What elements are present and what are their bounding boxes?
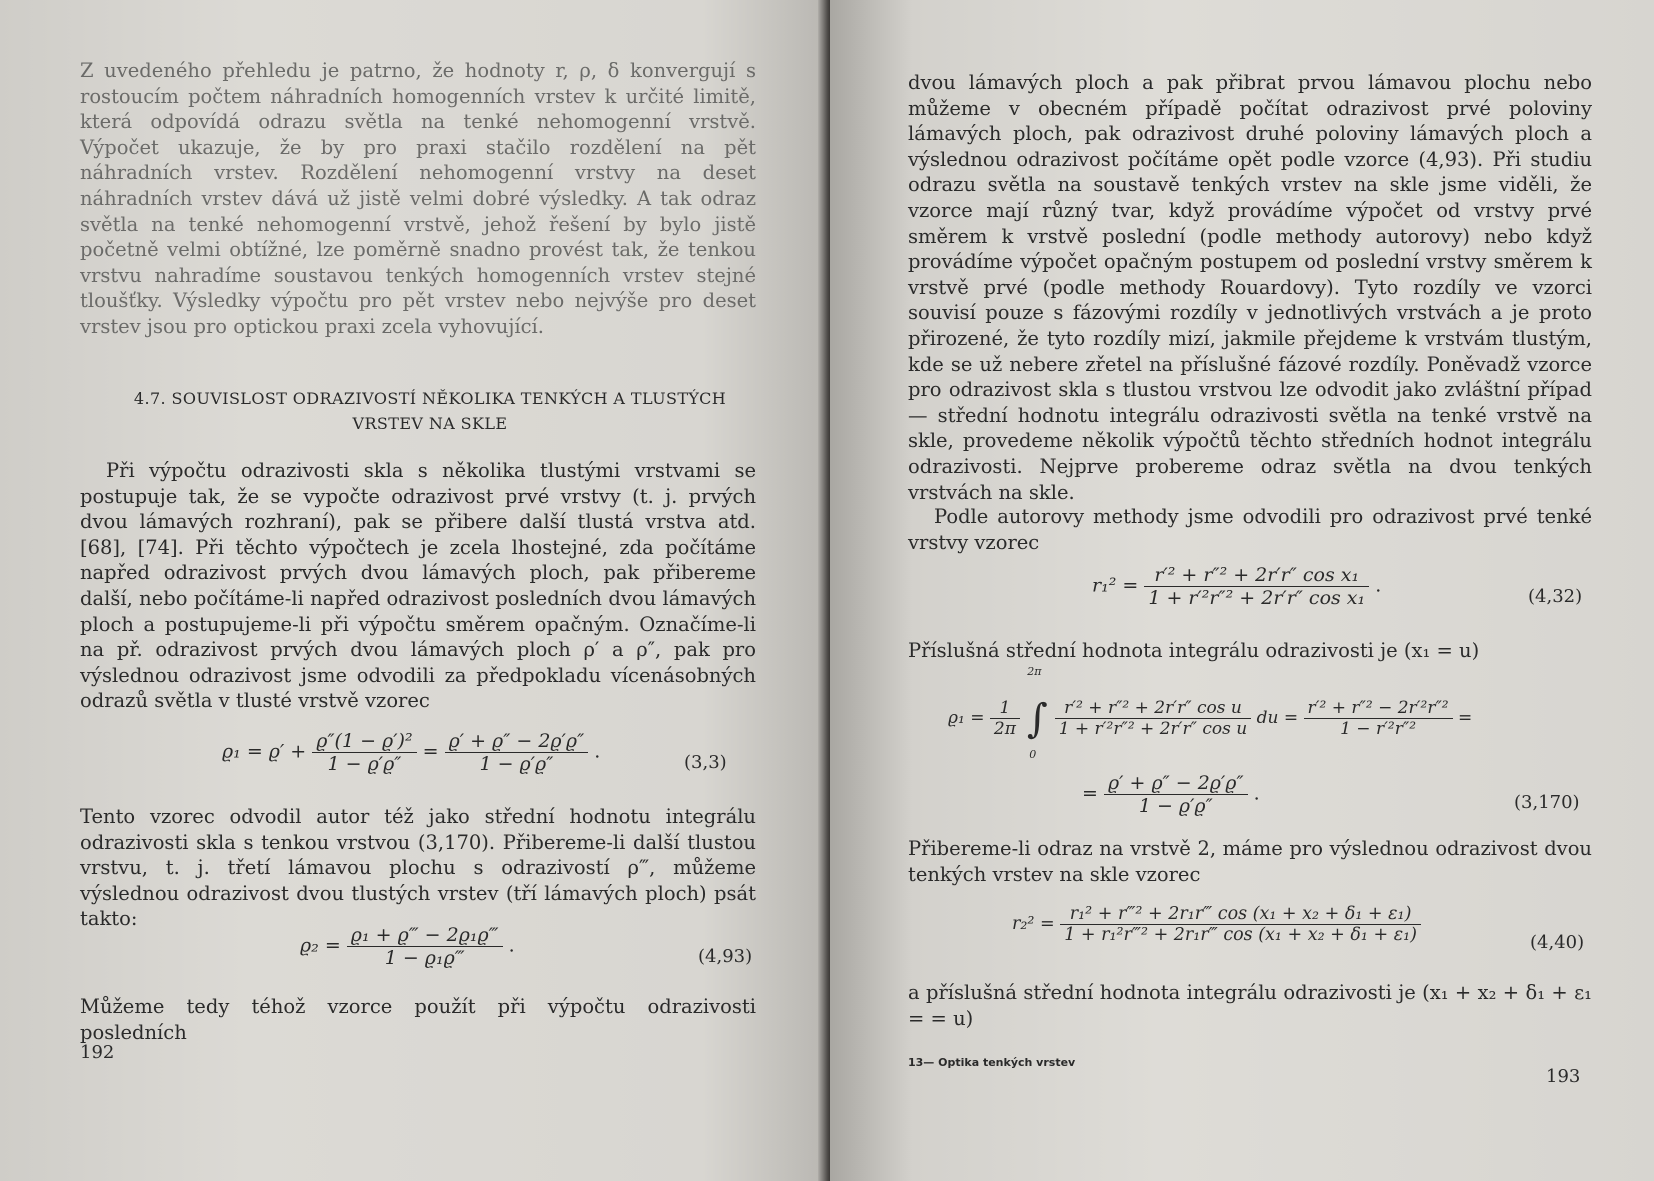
right-paragraph-3 — [908, 638, 1592, 664]
equation-4-40 — [1012, 904, 1421, 945]
left-intro-text: Z uvedeného přehledu je patrno, že hodnoty r, ρ, δ konvergují s rostoucím počtem náhradních homogenních vrstev k určité limitě, která odpovídá odrazu světla na tenké nehomogenní vrstvě. Výpočet ukazuje, že by pro praxi stačilo rozdělení na pět náhradních vrstev. Rozdělení nehomogenní vrstvy na deset náhradních vrstev dává už jistě velmi dobré výsledky. A tak odraz světla na tenké nehomogenní vrstvě, jehož řešení by bylo jistě početně velmi obtížné, lze poměrně snadno provést tak, že tenkou vrstvu nahradíme soustavou tenkých homogenních vrstev stejné tloušťky. Výsledky výpočtu pro pět vrstev nebo nejvýše pro deset vrstev jsou pro optickou praxi zcela vyhovující. — [80, 59, 756, 338]
right-para4-text: Přibereme-li odraz na vrstvě 2, máme pro výslednou odrazivost dvou tenkých vrstev na skle vzorec — [908, 837, 1592, 886]
eq-4-40-lhs: r₂² = — [1012, 914, 1055, 934]
eq-3-3-equals: = — [422, 740, 439, 763]
eq-3-170-constant-fraction — [990, 698, 1020, 739]
eq-3-170-result — [1304, 698, 1453, 739]
eq-4-40-number: (4,40) — [1530, 932, 1585, 953]
equation-3-170-line1 — [948, 664, 1473, 761]
running-footer: 13— Optika tenkých vrstev — [908, 1056, 1076, 1069]
eq-4-93-denominator: 1 − ϱ₁ϱ‴ — [384, 947, 465, 969]
left-paragraph-1 — [80, 458, 756, 714]
left-para2-text: Tento vzorec odvodil autor též jako střední hodnotu integrálu odrazivosti skla s tenkou vrstvou (3,170). Přibereme-li další tlustou vrstvu, t. j. třetí lámavou plochu s odrazivostí ρ‴, můžeme výslednou odrazivost dvou tlustých vrstev (tří lámavých ploch) psát takto: — [80, 805, 756, 931]
eq-3-170-result-numerator: r′² + r″² − 2r′²r″² — [1304, 698, 1453, 719]
left-page — [0, 0, 826, 1181]
eq-3-3-lhs: ϱ₁ = ϱ′ + — [222, 740, 307, 763]
section-heading-line1: 4.7. SOUVISLOST ODRAZIVOSTÍ NĚKOLIKA TENKÝCH A TLUSTÝCH — [133, 389, 727, 408]
right-paragraph-5 — [908, 980, 1592, 1031]
right-paragraph-1 — [908, 70, 1592, 505]
eq-3-3-fraction-2 — [445, 730, 589, 775]
eq-3-3-fraction-1 — [312, 730, 416, 775]
eq-3-170-lhs: ϱ₁ = — [948, 708, 985, 728]
eq-3-170-constant-numerator: 1 — [990, 698, 1020, 719]
section-heading-line2: VRSTEV NA SKLE — [352, 414, 508, 433]
eq-4-40-denominator: 1 + r₁²r‴² + 2r₁r‴ cos (x₁ + x₂ + δ₁ + ε₁) — [1064, 925, 1417, 945]
equation-4-32: r₁² = $\frac{\text{r′² + r″² + 2r′r″ cos x₁}}{\text{1 + r′²r″² + 2r′r″ cos x₁}}$ . — [1092, 564, 1382, 609]
right-paragraph-4 — [908, 836, 1592, 887]
eq-3-170-integrand-numerator: r′² + r″² + 2r′r″ cos u — [1055, 698, 1252, 719]
eq-4-32-fraction — [1144, 564, 1369, 609]
right-page-number: 193 — [1546, 1066, 1581, 1087]
eq-3-3-frac2-denominator: 1 − ϱ′ϱ″ — [479, 753, 554, 775]
eq-3-170-du: du = — [1256, 708, 1299, 728]
eq-4-32-numerator: r′² + r″² + 2r′r″ cos x₁ — [1144, 564, 1369, 587]
eq-4-32-lhs: r₁² = — [1092, 574, 1139, 597]
eq-3-170-tail-equals: = — [1458, 708, 1473, 728]
left-paragraph-2 — [80, 804, 756, 932]
eq-3-170-number: (3,170) — [1514, 792, 1580, 813]
left-page-number: 192 — [80, 1042, 115, 1063]
eq-3-3-number: (3,3) — [684, 752, 727, 773]
integral-sign: 2π ∫ 0 — [1026, 664, 1048, 761]
left-para3-text: Můžeme tedy téhož vzorce použít při výpočtu odrazivosti posledních — [80, 995, 756, 1044]
eq-3-3-frac1-numerator: ϱ″(1 − ϱ′)² — [312, 730, 416, 753]
eq-4-40-numerator: r₁² + r‴² + 2r₁r‴ cos (x₁ + x₂ + δ₁ + ε₁) — [1060, 904, 1421, 925]
left-paragraph-3 — [80, 994, 756, 1045]
eq-3-170-constant-denominator: 2π — [993, 719, 1016, 739]
eq-4-93-numerator: ϱ₁ + ϱ‴ − 2ϱ₁ϱ‴ — [347, 924, 503, 947]
section-heading — [120, 386, 740, 436]
eq-4-32-denominator: 1 + r′²r″² + 2r′r″ cos x₁ — [1148, 587, 1366, 609]
integral-upper-limit: 2π — [1027, 664, 1042, 678]
eq-3-170-line2-fraction — [1104, 772, 1248, 817]
eq-3-170-line2-equals: = — [1082, 782, 1098, 805]
right-para1-text: dvou lámavých ploch a pak přibrat prvou lámavou plochu nebo můžeme v obecném případě počítat odrazivost prvé poloviny lámavých ploch, pak odrazivost druhé poloviny lámavých ploch a výslednou odrazivost počítáme opět podle vzorce (4,93). Při studiu odrazu světla na soustavě tenkých vrstev na skle jsme viděli, že vzorce mají různý tvar, když provádíme výpočet od vrstvy prvé směrem k vrstvě poslední (podle methody autorovy) nebo když provádíme výpočet opačným postupem od poslední vrstvy směrem k vrstvě prvé (podle methody Rouardovy). Tyto rozdíly ve vzorci souvisí pouze s fázovými rozdíly v jednotlivých vrstvách a je proto přirozené, že tyto rozdíly mizí, jakmile přejdeme k vrstvám tlustým, kde se už nebere zřetel na příslušné fázové rozdíly. Poněvadž vzorce pro odrazivost skla s tlustou vrstvou lze odvodit jako zvláštní případ — střední hodnotu integrálu odrazivosti světla na tenké vrstvě na skle, provedeme několik výpočtů těchto středních hodnot integrálu odrazivosti. Nejprve probereme odraz světla na dvou tenkých vrstvách na skle. — [908, 71, 1592, 504]
right-para5-text: a příslušná střední hodnota integrálu odrazivosti je (x₁ + x₂ + δ₁ + ε₁ = = u) — [908, 981, 1592, 1030]
eq-3-170-line2-denominator: 1 − ϱ′ϱ″ — [1138, 795, 1213, 817]
eq-4-32-number: (4,32) — [1528, 586, 1583, 607]
left-intro-paragraph — [80, 58, 756, 340]
eq-4-40-fraction — [1060, 904, 1421, 945]
equation-3-170-line2: = $\frac{ϱ' + ϱ'' - 2ϱ'ϱ''}{1 - ϱ'ϱ''}$ . — [1082, 772, 1260, 817]
eq-3-170-line2-numerator: ϱ′ + ϱ″ − 2ϱ′ϱ″ — [1104, 772, 1248, 795]
integral-lower-limit: 0 — [1029, 747, 1037, 761]
right-page — [830, 0, 1654, 1181]
right-paragraph-2 — [908, 504, 1592, 555]
right-para2-text: Podle autorovy methody jsme odvodili pro odrazivost prvé tenké vrstvy vzorec — [908, 505, 1592, 554]
equation-4-93: ϱ₂ = $\frac{\text{ϱ₁ + ϱ‴ − 2ϱ₁ϱ‴}}{\text{1 − ϱ₁ϱ‴}}$ . — [300, 924, 515, 969]
eq-4-93-number: (4,93) — [698, 946, 753, 967]
left-para1-text: Při výpočtu odrazivosti skla s několika tlustými vrstvami se postupuje tak, že se vypočte odrazivost prvé vrstvy (t. j. prvých dvou lámavých rozhraní), pak se přibere další tlustá vrstva atd. [68], [74]. Při těchto výpočtech je zcela lhostejné, zda počítáme napřed odrazivost prvých dvou lámavých ploch, pak přibereme další, nebo počítáme-li napřed odrazivost posledních dvou lámavých ploch a postupujeme-li při výpočtu směrem opačným. Označíme-li na př. odrazivost prvých dvou lámavých ploch ρ′ a ρ″, pak pro výslednou odrazivost jsme odvodili za předpokladu vícenásobných odrazů světla v tlusté vrstvě vzorec — [80, 459, 756, 713]
eq-3-3-frac1-denominator: 1 − ϱ′ϱ″ — [327, 753, 402, 775]
right-para3-text: Příslušná střední hodnota integrálu odrazivosti je (x₁ = u) — [908, 639, 1480, 662]
equation-3-3: ϱ₁ = ϱ′ + $\frac{\text{ϱ″(1 − ϱ′)²}}{1 - ϱ'ϱ''}$ = $\frac{ϱ' + ϱ'' - 2ϱ'ϱ''}{1 - ϱ'ϱ''}$ . — [222, 730, 601, 775]
eq-3-170-result-denominator: 1 − r′²r″² — [1340, 719, 1417, 739]
eq-3-170-integrand — [1055, 698, 1252, 739]
eq-4-93-lhs: ϱ₂ = — [300, 934, 341, 957]
eq-3-170-integrand-denominator: 1 + r′²r″² + 2r′r″ cos u — [1058, 719, 1248, 739]
eq-3-3-frac2-numerator: ϱ′ + ϱ″ − 2ϱ′ϱ″ — [445, 730, 589, 753]
eq-4-93-fraction — [347, 924, 503, 969]
